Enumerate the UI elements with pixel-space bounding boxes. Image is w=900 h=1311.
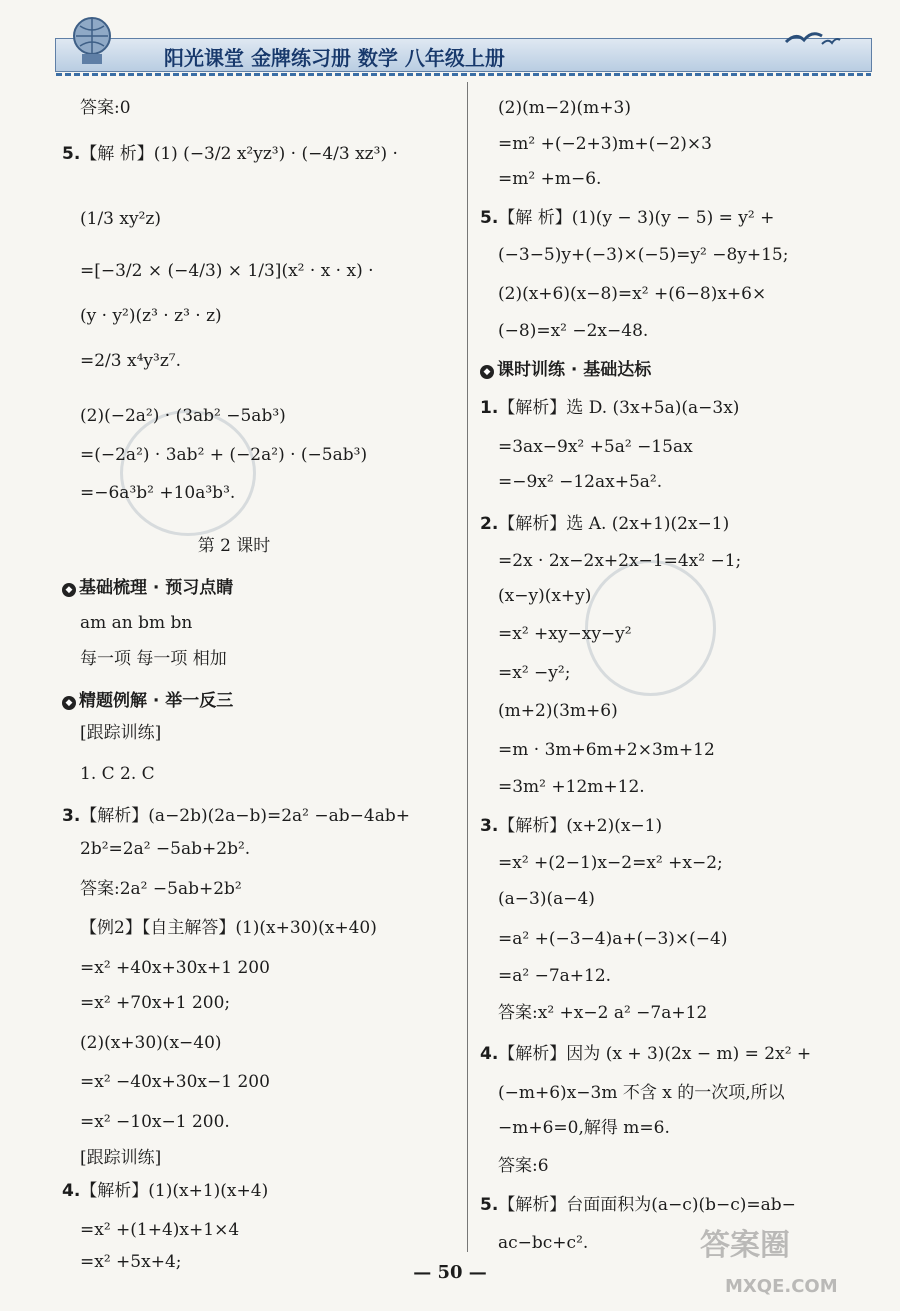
text-line [480,513,729,535]
text-line [498,133,712,155]
text-line [480,1194,796,1216]
text-line [480,397,739,419]
watermark-logo: 答案圈 [700,1228,790,1263]
text-line [480,207,774,229]
line-text: (2)(−2a²) · (3ab² −5ab³) [80,406,286,426]
text-line [0,535,468,557]
line-text: 【解析】(x+2)(x−1) [498,816,663,836]
line-text: 2b²=2a² −5ab+2b². [80,839,251,859]
text-line [80,350,181,372]
section-marker-icon: ◆ [480,365,494,379]
section-heading-text: 基础梳理 · 预习点睛 [79,578,234,598]
line-text: (2)(x+6)(x−8)=x² +(6−8)x+6× [498,284,767,304]
question-number: 4. [480,1044,499,1064]
text-line [498,436,693,458]
text-line [80,763,155,785]
text-line [498,776,645,798]
text-line [498,700,618,722]
text-line [498,928,728,950]
section-heading [62,577,233,599]
line-text: =2x · 2x−2x+2x−1=4x² −1; [498,551,742,571]
text-line [498,852,723,874]
text-line [80,444,367,466]
line-text: =3ax−9x² +5a² −15ax [498,437,693,457]
line-text: (x−y)(x+y) [498,586,592,606]
watermark-url: MXQE.COM [725,1276,838,1297]
line-text: (a−3)(a−4) [498,889,595,909]
text-line [80,1147,161,1169]
text-line [80,722,161,744]
text-line [80,305,222,327]
line-text: =x² +xy−xy−y² [498,624,632,644]
faint-stamp [120,410,256,536]
text-line [80,1219,239,1241]
section-marker-icon: ◆ [62,696,76,710]
line-text: =m · 3m+6m+2×3m+12 [498,740,715,760]
line-text: (1/3 xy²z) [80,209,161,229]
line-text: =x² −40x+30x−1 200 [80,1072,270,1092]
line-text: (−3−5)y+(−3)×(−5)=y² −8y+15; [498,245,789,265]
text-line [62,143,398,165]
line-text: =x² +(2−1)x−2=x² +x−2; [498,853,723,873]
text-line [80,878,242,900]
text-line [80,957,270,979]
text-line [498,1155,549,1177]
line-text: 答案:0 [80,98,131,118]
text-line [62,805,410,827]
line-text: 【解 析】(1) (−3/2 x²yz³) · (−4/3 xz³) · [80,144,398,164]
column-divider [467,82,468,1252]
question-number: 5. [62,144,81,164]
line-text: (2)(x+30)(x−40) [80,1033,222,1053]
line-text: (−m+6)x−3m 不含 x 的一次项,所以 [498,1083,785,1103]
line-text: =m² +m−6. [498,169,602,189]
section-heading-text: 精题例解 · 举一反三 [79,691,234,711]
text-line [80,838,250,860]
line-text: 答案:x² +x−2 a² −7a+12 [498,1003,708,1023]
line-text: 【解析】选 A. (2x+1)(2x−1) [498,514,730,534]
question-number: 5. [480,1195,499,1215]
book-header-banner [55,38,872,72]
section-heading [480,359,651,381]
line-text: 1. C 2. C [80,764,155,784]
text-line [498,1002,707,1024]
text-line [498,471,662,493]
line-text: (2)(m−2)(m+3) [498,98,631,118]
text-line [80,1111,230,1133]
line-text: 每一项 每一项 相加 [80,649,227,669]
text-line [498,662,570,684]
section-heading-text: 课时训练 · 基础达标 [497,360,652,380]
header-stripe [56,73,871,76]
text-line [498,1082,785,1104]
line-text: (y · y²)(z³ · z³ · z) [80,306,222,326]
text-line [498,585,591,607]
line-text: =3m² +12m+12. [498,777,645,797]
text-line [498,1232,588,1254]
text-line [80,992,230,1014]
text-line [80,1071,270,1093]
line-text: (m+2)(3m+6) [498,701,618,721]
text-line [498,97,631,119]
line-text: (−8)=x² −2x−48. [498,321,649,341]
line-text: ac−bc+c². [498,1233,589,1253]
text-line [498,1117,670,1139]
text-line [80,260,374,282]
page-number: — 50 — [413,1262,487,1283]
line-text: =x² −10x−1 200. [80,1112,230,1132]
text-line [498,623,632,645]
line-text: 答案:2a² −5ab+2b² [80,879,242,899]
line-text: 【解析】选 D. (3x+5a)(a−3x) [498,398,740,418]
book-title: 阳光课堂 金牌练习册 数学 八年级上册 [164,46,505,70]
seagulls-icon [782,24,842,50]
question-number: 4. [62,1181,81,1201]
line-text: =−9x² −12ax+5a². [498,472,663,492]
text-line [80,405,286,427]
line-text: [跟踪训练] [80,723,162,743]
text-line [80,612,192,634]
line-text: 【解 析】(1)(y − 3)(y − 5) = y² + [498,208,775,228]
line-text: =m² +(−2+3)m+(−2)×3 [498,134,712,154]
text-line [498,283,766,305]
text-line [80,648,227,670]
line-text: 【解析】(1)(x+1)(x+4) [80,1181,269,1201]
question-number: 1. [480,398,499,418]
line-text: 答案:6 [498,1156,549,1176]
globe-logo-icon [62,14,122,68]
line-text: =[−3/2 × (−4/3) × 1/3](x² · x · x) · [80,261,374,281]
line-text: =−6a³b² +10a³b³. [80,483,236,503]
text-line [498,244,788,266]
line-text: 【解析】因为 (x + 3)(2x − m) = 2x² + [498,1044,812,1064]
line-text: 【解析】(a−2b)(2a−b)=2a² −ab−4ab+ [80,806,410,826]
text-line [498,965,611,987]
text-line [80,208,161,230]
question-number: 3. [62,806,81,826]
text-line [498,168,601,190]
line-text: =(−2a²) · 3ab² + (−2a²) · (−5ab³) [80,445,368,465]
line-text: 【例2】【自主解答】(1)(x+30)(x+40) [80,918,377,938]
line-text: =a² +(−3−4)a+(−3)×(−4) [498,929,728,949]
text-line [80,1032,222,1054]
line-text: −m+6=0,解得 m=6. [498,1118,670,1138]
section-heading [62,690,233,712]
line-text: 【解析】台面面积为(a−c)(b−c)=ab− [498,1195,796,1215]
line-text: =a² −7a+12. [498,966,612,986]
line-text: am an bm bn [80,613,193,633]
line-text: =2/3 x⁴y³z⁷. [80,351,182,371]
line-text: =x² +40x+30x+1 200 [80,958,270,978]
section-marker-icon: ◆ [62,583,76,597]
line-text: =x² +(1+4)x+1×4 [80,1220,240,1240]
text-line [498,320,648,342]
text-line [498,739,715,761]
line-text: =x² +5x+4; [80,1252,182,1272]
question-number: 5. [480,208,499,228]
text-line [498,550,741,572]
line-text: =x² +70x+1 200; [80,993,231,1013]
text-line [80,97,131,119]
text-line [80,482,235,504]
text-line [480,815,662,837]
text-line [480,1043,811,1065]
line-text: =x² −y²; [498,663,571,683]
text-line [62,1180,268,1202]
question-number: 3. [480,816,499,836]
line-text: [跟踪训练] [80,1148,162,1168]
text-line [80,917,377,939]
line-text: 第 2 课时 [197,536,271,556]
question-number: 2. [480,514,499,534]
text-line [498,888,595,910]
